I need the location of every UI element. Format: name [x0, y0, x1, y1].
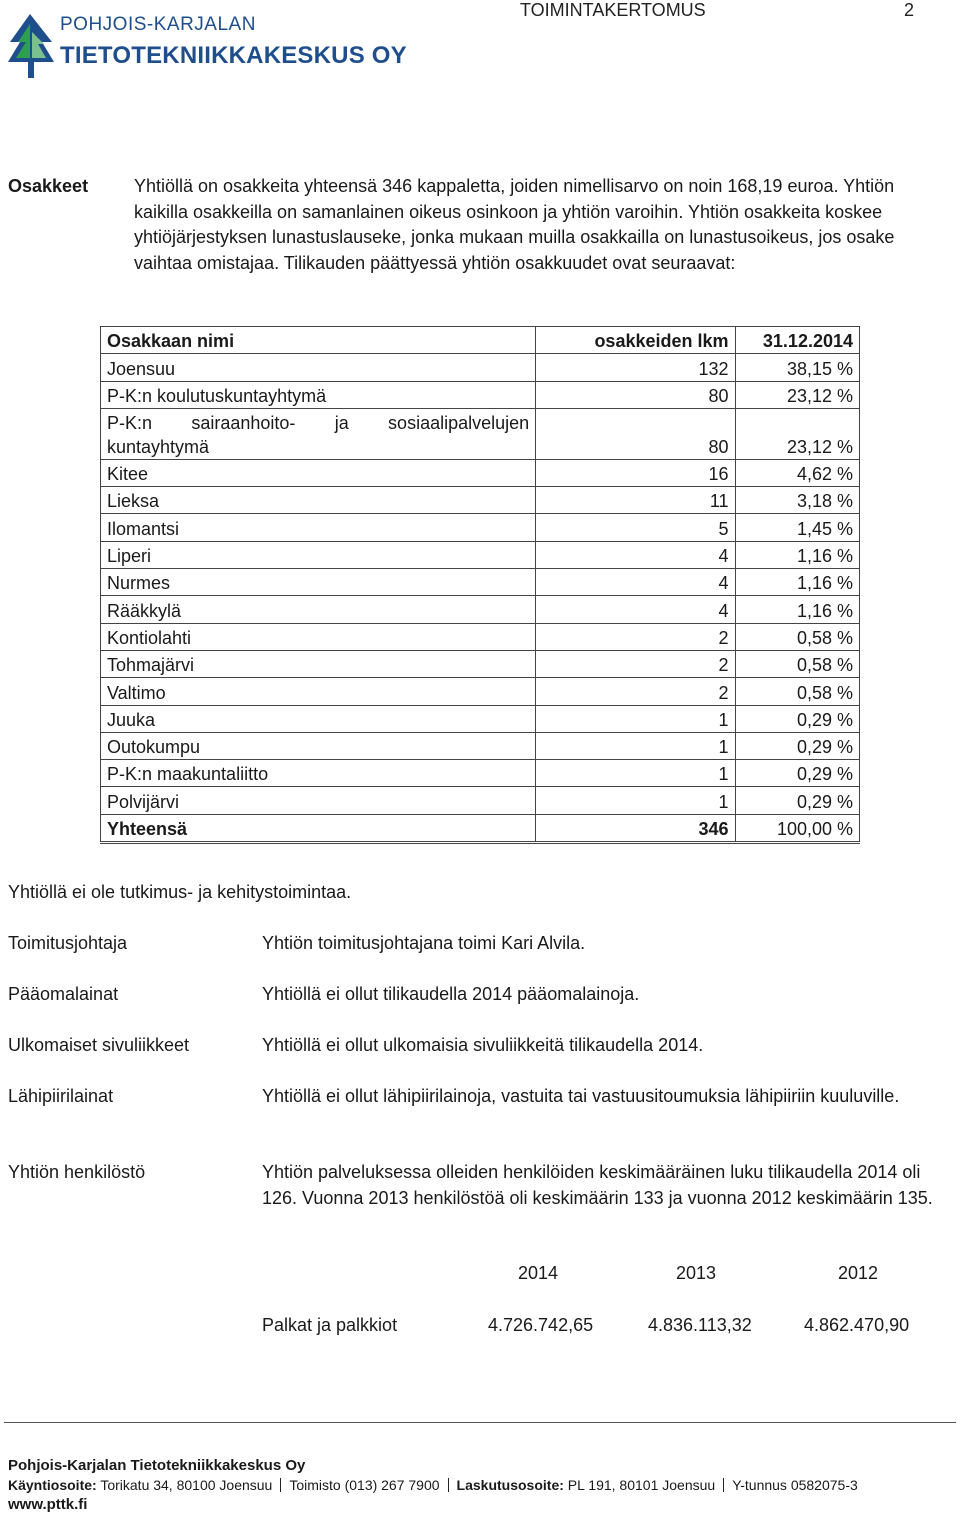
table-row: Polvijärvi 1 0,29 %: [101, 787, 860, 814]
salary-2012: 4.862.470,90: [804, 1315, 910, 1335]
table-row: Tohmajärvi 2 0,58 %: [101, 650, 860, 677]
total-count: 346: [536, 814, 735, 842]
text-personnel: Yhtiön palveluksessa olleiden henkilöiden keskimääräinen luku tilikaudella 2014 oli 126. Vuonna 2013 henkilöstöä oli keskimäärin 133 ja vuonna 2012 keskimäärin 135.: [262, 1162, 933, 1208]
total-pct: 100,00 %: [735, 814, 859, 842]
table-row: Valtimo 2 0,58 %: [101, 678, 860, 705]
text-related-loans: Yhtiöllä ei ollut lähipiirilainoja, vastuita tai vastuusitoumuksia lähipiiriin kuuluville.: [262, 1086, 900, 1106]
text-foreign-branches: Yhtiöllä ei ollut ulkomaisia sivuliikkeitä tilikaudella 2014.: [262, 1035, 704, 1055]
table-row: P-K:n sairaanhoito- ja sosiaalipalvelujen kuntayhtymä 80 23,12 %: [101, 408, 860, 459]
logo-text-line2: TIETOTEKNIIKKAKESKUS OY: [60, 42, 407, 69]
table-row: P-K:n koulutuskuntayhtymä 80 23,12 %: [101, 381, 860, 408]
footer-separator: [280, 1478, 281, 1492]
footer-separator: [448, 1478, 449, 1492]
table-row: Rääkkylä 4 1,16 %: [101, 596, 860, 623]
header-date: 31.12.2014: [735, 327, 859, 354]
shares-intro-paragraph: Yhtiöllä on osakkeita yhteensä 346 kappaletta, joiden nimellisarvo on noin 168,19 euroa. Yhtiön kaikilla osakkeilla on samanlainen oikeus osinkoon ja yhtiön varoihin. Yhtiön osakkeita koskee yhtiöjärjestyksen lunastuslauseke, jonka mukaan muilla osakkailla on lunastusoikeus, jos osake vaihtaa omistajaa. Tilikauden päättyessä yhtiön osakkuudet ovat seuraavat:: [134, 176, 895, 273]
table-row: Liperi 4 1,16 %: [101, 541, 860, 568]
footer-contact-line: [8, 1477, 858, 1493]
text-capital-loans: Yhtiöllä ei ollut tilikaudella 2014 pääomalainoja.: [262, 984, 640, 1004]
table-total-row: [101, 814, 860, 842]
footer-company-name: Pohjois-Karjalan Tietotekniikkakeskus Oy: [8, 1457, 306, 1474]
year-2014: 2014: [518, 1263, 559, 1283]
table-row: Joensuu 132 38,15 %: [101, 354, 860, 381]
logo-text-line1: POHJOIS-KARJALAN: [60, 14, 256, 35]
footer-separator: [723, 1478, 724, 1492]
footer-visit-address: Torikatu 34, 80100 Joensuu: [100, 1477, 273, 1493]
table-header-row: [101, 327, 860, 354]
label-related-loans: Lähipiirilainat: [8, 1086, 114, 1106]
table-row: Outokumpu 1 0,29 %: [101, 732, 860, 759]
footer-office-phone: Toimisto (013) 267 7900: [289, 1477, 440, 1493]
salary-2013: 4.836.113,32: [648, 1315, 752, 1335]
year-2012: 2012: [838, 1263, 879, 1283]
salary-2014: 4.726.742,65: [488, 1315, 594, 1335]
footer-invoice-address: PL 191, 80101 Joensuu: [567, 1477, 716, 1493]
year-2013: 2013: [676, 1263, 717, 1283]
shareholders-table: [100, 326, 860, 844]
label-ceo: Toimitusjohtaja: [8, 933, 128, 953]
footer-divider: [4, 1422, 956, 1423]
footer-visit-label: Käyntiosoite:: [8, 1477, 97, 1493]
label-capital-loans: Pääomalainat: [8, 984, 119, 1004]
label-foreign-branches: Ulkomaiset sivuliikkeet: [8, 1035, 190, 1055]
total-label: Yhteensä: [101, 814, 536, 842]
header-share-count: osakkeiden lkm: [536, 327, 735, 354]
pine-tree-icon: [6, 12, 56, 82]
page-number: 2: [904, 0, 915, 20]
table-row: Juuka 1 0,29 %: [101, 705, 860, 732]
table-row: Nurmes 4 1,16 %: [101, 569, 860, 596]
footer-invoice-label: Laskutusosoite:: [456, 1477, 564, 1493]
table-row: Lieksa 11 3,18 %: [101, 487, 860, 514]
table-row: Ilomantsi 5 1,45 %: [101, 514, 860, 541]
label-personnel: Yhtiön henkilöstö: [8, 1162, 146, 1182]
table-row: Kontiolahti 2 0,58 %: [101, 623, 860, 650]
document-title: TOIMINTAKERTOMUS: [520, 0, 706, 20]
footer-business-id: Y-tunnus 0582075-3: [732, 1477, 858, 1493]
table-row: P-K:n maakuntaliitto 1 0,29 %: [101, 760, 860, 787]
footer-website-link[interactable]: www.pttk.fi: [8, 1496, 88, 1513]
header-shareholder-name: Osakkaan nimi: [101, 327, 536, 354]
research-statement: Yhtiöllä ei ole tutkimus- ja kehitystoimintaa.: [8, 882, 352, 902]
section-label-shares: Osakkeet: [8, 176, 89, 196]
salaries-label: Palkat ja palkkiot: [262, 1315, 398, 1335]
text-ceo: Yhtiön toimitusjohtajana toimi Kari Alvila.: [262, 933, 586, 953]
table-row: Kitee 16 4,62 %: [101, 459, 860, 486]
